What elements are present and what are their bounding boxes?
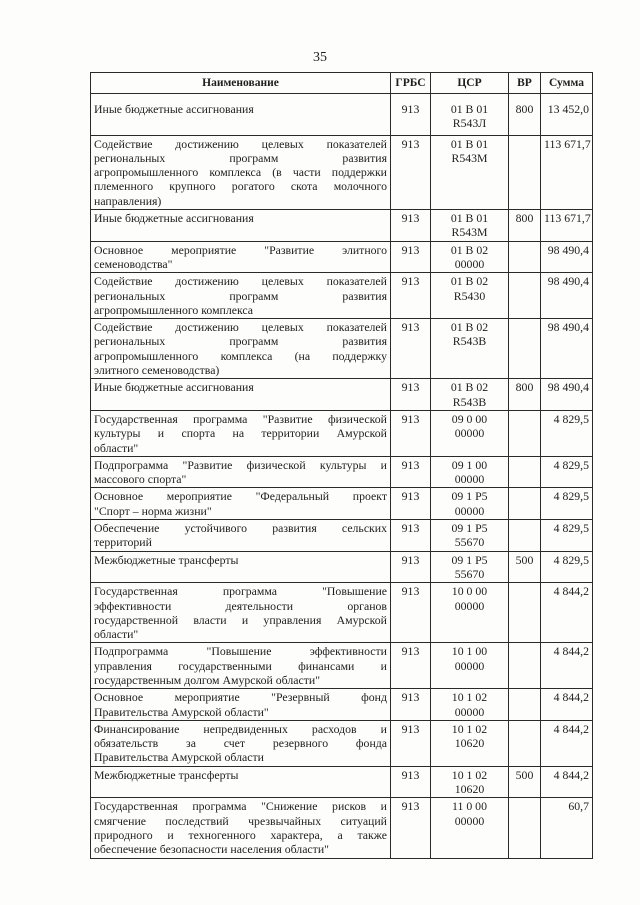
cell-grbs: 913 bbox=[391, 319, 431, 379]
name-line: Подпрограмма "Повышение эффективности bbox=[94, 644, 387, 659]
name-line: эффективности деятельности органов bbox=[94, 598, 387, 613]
csr-line: 09 1 Р5 bbox=[451, 552, 488, 567]
cell-vr bbox=[509, 520, 541, 552]
csr-line: 09 1 Р5 bbox=[451, 521, 488, 536]
cell-sum: 113 671,7 bbox=[541, 210, 593, 242]
csr-line: 10620 bbox=[454, 782, 485, 797]
csr-line: 00000 bbox=[454, 503, 485, 518]
csr-line: 00000 bbox=[454, 472, 485, 487]
table-body bbox=[91, 94, 593, 859]
cell-sum: 60,7 bbox=[541, 798, 593, 858]
cell-sum: 4 844,2 bbox=[541, 583, 593, 643]
table-row bbox=[91, 273, 593, 319]
cell-csr bbox=[431, 410, 509, 456]
cell-sum: 4 844,2 bbox=[541, 766, 593, 798]
cell-vr bbox=[509, 456, 541, 488]
name-line: области" bbox=[94, 627, 139, 642]
name-line: Иные бюджетные ассигнования bbox=[94, 211, 254, 226]
name-line: Межбюджетные трансферты bbox=[94, 767, 239, 782]
cell-sum: 98 490,4 bbox=[541, 379, 593, 411]
csr-line: 01 В 02 bbox=[450, 380, 489, 395]
name-line: Содействие достижению целевых показателей bbox=[94, 274, 387, 289]
cell-vr bbox=[509, 319, 541, 379]
csr-line: 00000 bbox=[454, 813, 485, 828]
cell-csr bbox=[431, 798, 509, 858]
name-line: государственной власти и управления Амурской bbox=[94, 612, 387, 627]
table-row bbox=[91, 798, 593, 858]
csr-line: 09 1 00 bbox=[451, 457, 488, 472]
table-row bbox=[91, 551, 593, 583]
csr-line: 11 0 00 bbox=[452, 799, 487, 814]
cell-sum: 4 829,5 bbox=[541, 551, 593, 583]
name-line: Правительства Амурской области" bbox=[94, 704, 269, 719]
name-line: Финансирование непредвиденных расходов и bbox=[94, 721, 387, 736]
cell-sum: 4 844,2 bbox=[541, 689, 593, 721]
table-row bbox=[91, 766, 593, 798]
cell-name bbox=[91, 720, 391, 766]
cell-csr bbox=[431, 720, 509, 766]
cell-name bbox=[91, 135, 391, 209]
table-row bbox=[91, 135, 593, 209]
cell-name bbox=[91, 273, 391, 319]
csr-line: 10620 bbox=[454, 736, 485, 751]
name-line: "Спорт – норма жизни" bbox=[94, 503, 212, 518]
budget-table bbox=[90, 72, 593, 859]
cell-sum: 4 844,2 bbox=[541, 720, 593, 766]
cell-sum: 98 490,4 bbox=[541, 273, 593, 319]
csr-line: 00000 bbox=[454, 704, 485, 719]
csr-line: R543М bbox=[451, 225, 488, 240]
csr-line: 10 0 00 bbox=[451, 584, 488, 599]
cell-csr bbox=[431, 241, 509, 273]
cell-grbs: 913 bbox=[391, 410, 431, 456]
cell-csr bbox=[431, 583, 509, 643]
name-line: племенного крупного рогатого скота молочного bbox=[94, 179, 387, 194]
name-line: Основное мероприятие "Федеральный проект bbox=[94, 489, 387, 504]
csr-line: 10 1 02 bbox=[451, 767, 488, 782]
name-line: Содействие достижению целевых показателей bbox=[94, 320, 387, 335]
cell-csr bbox=[431, 643, 509, 689]
header-sum: Сумма bbox=[541, 73, 593, 94]
cell-vr bbox=[509, 488, 541, 520]
cell-grbs: 913 bbox=[391, 488, 431, 520]
name-line: Иные бюджетные ассигнования bbox=[94, 380, 254, 395]
csr-line: 01 В 01 bbox=[450, 136, 489, 151]
cell-grbs: 913 bbox=[391, 798, 431, 858]
cell-grbs: 913 bbox=[391, 456, 431, 488]
page-number: 35 bbox=[313, 50, 327, 65]
name-line: агропромышленного комплекса (в части поддержки bbox=[94, 165, 387, 180]
table-row bbox=[91, 94, 593, 136]
header-name: Наименование bbox=[91, 73, 391, 94]
csr-line: R543М bbox=[451, 150, 488, 165]
table-row bbox=[91, 319, 593, 379]
cell-grbs: 913 bbox=[391, 689, 431, 721]
cell-grbs: 913 bbox=[391, 135, 431, 209]
cell-vr bbox=[509, 583, 541, 643]
cell-vr bbox=[509, 643, 541, 689]
cell-grbs: 913 bbox=[391, 520, 431, 552]
csr-line: 01 В 02 bbox=[450, 242, 489, 257]
cell-sum: 113 671,7 bbox=[541, 135, 593, 209]
csr-line: 55670 bbox=[454, 535, 485, 550]
csr-line: R543В bbox=[452, 334, 487, 349]
name-line: территорий bbox=[94, 535, 152, 550]
name-line: Иные бюджетные ассигнования bbox=[94, 102, 254, 116]
cell-grbs: 913 bbox=[391, 379, 431, 411]
cell-name bbox=[91, 689, 391, 721]
cell-sum: 13 452,0 bbox=[541, 94, 593, 136]
cell-name bbox=[91, 379, 391, 411]
name-line: направления) bbox=[94, 193, 162, 208]
cell-vr bbox=[509, 798, 541, 858]
cell-csr bbox=[431, 766, 509, 798]
cell-csr bbox=[431, 551, 509, 583]
name-line: Основное мероприятие "Развитие элитного bbox=[94, 242, 387, 257]
name-line: смягчение последствий чрезвычайных ситуаций bbox=[94, 813, 387, 828]
name-line: агропромышленного комплекса bbox=[94, 302, 254, 317]
table-row bbox=[91, 689, 593, 721]
name-line: Обеспечение устойчивого развития сельских bbox=[94, 521, 387, 536]
cell-sum: 98 490,4 bbox=[541, 319, 593, 379]
name-line: обеспечение безопасности населения области" bbox=[94, 842, 329, 857]
cell-vr bbox=[509, 135, 541, 209]
cell-name bbox=[91, 551, 391, 583]
cell-csr bbox=[431, 520, 509, 552]
cell-sum: 98 490,4 bbox=[541, 241, 593, 273]
csr-line: 09 0 00 bbox=[451, 411, 488, 426]
table-row bbox=[91, 583, 593, 643]
name-line: региональных программ развития bbox=[94, 150, 387, 165]
cell-vr: 800 bbox=[509, 94, 541, 136]
cell-name bbox=[91, 210, 391, 242]
name-line: региональных программ развития bbox=[94, 288, 387, 303]
csr-line: 55670 bbox=[454, 566, 485, 581]
cell-name bbox=[91, 583, 391, 643]
csr-line: 00000 bbox=[454, 598, 485, 613]
cell-name bbox=[91, 410, 391, 456]
csr-line: R543Л bbox=[452, 116, 487, 131]
csr-line: 01 В 01 bbox=[450, 211, 489, 226]
cell-grbs: 913 bbox=[391, 210, 431, 242]
name-line: Государственная программа "Снижение рисков и bbox=[94, 799, 387, 814]
cell-sum: 4 829,5 bbox=[541, 520, 593, 552]
table-row bbox=[91, 379, 593, 411]
name-line: агропромышленного комплекса (на поддержку bbox=[94, 348, 387, 363]
cell-csr bbox=[431, 94, 509, 136]
name-line: культуры и спорта на территории Амурской bbox=[94, 426, 387, 441]
table-header-row bbox=[91, 73, 593, 94]
cell-grbs: 913 bbox=[391, 766, 431, 798]
cell-grbs: 913 bbox=[391, 583, 431, 643]
cell-csr bbox=[431, 488, 509, 520]
table-row bbox=[91, 241, 593, 273]
csr-line: 01 В 01 bbox=[450, 102, 489, 116]
cell-vr: 800 bbox=[509, 210, 541, 242]
csr-line: 00000 bbox=[454, 658, 485, 673]
table-row bbox=[91, 210, 593, 242]
csr-line: 09 1 Р5 bbox=[451, 489, 488, 504]
csr-line: 01 В 02 bbox=[450, 320, 489, 335]
csr-line: 10 1 02 bbox=[451, 721, 488, 736]
cell-name bbox=[91, 643, 391, 689]
table-row bbox=[91, 488, 593, 520]
name-line: семеноводства" bbox=[94, 256, 173, 271]
cell-vr: 500 bbox=[509, 766, 541, 798]
name-line: Государственная программа "Повышение bbox=[94, 584, 387, 599]
name-line: массового спорта" bbox=[94, 472, 187, 487]
table-row bbox=[91, 410, 593, 456]
cell-grbs: 913 bbox=[391, 643, 431, 689]
cell-name bbox=[91, 319, 391, 379]
cell-sum: 4 829,5 bbox=[541, 488, 593, 520]
csr-line: 00000 bbox=[454, 256, 485, 271]
cell-name bbox=[91, 94, 391, 136]
cell-csr bbox=[431, 456, 509, 488]
cell-sum: 4 829,5 bbox=[541, 456, 593, 488]
cell-vr bbox=[509, 241, 541, 273]
cell-vr bbox=[509, 689, 541, 721]
cell-grbs: 913 bbox=[391, 551, 431, 583]
name-line: элитного семеноводства) bbox=[94, 363, 220, 378]
csr-line: 10 1 02 bbox=[451, 690, 488, 705]
name-line: Межбюджетные трансферты bbox=[94, 552, 239, 567]
csr-line: 01 В 02 bbox=[450, 274, 489, 289]
cell-grbs: 913 bbox=[391, 720, 431, 766]
cell-vr bbox=[509, 410, 541, 456]
cell-vr: 500 bbox=[509, 551, 541, 583]
name-line: Содействие достижению целевых показателей bbox=[94, 136, 387, 151]
csr-line: R5430 bbox=[453, 288, 486, 303]
name-line: Правительства Амурской области bbox=[94, 750, 264, 765]
name-line: Подпрограмма "Развитие физической культуры и bbox=[94, 457, 387, 472]
cell-name bbox=[91, 798, 391, 858]
name-line: управления государственными финансами и bbox=[94, 658, 387, 673]
cell-name bbox=[91, 456, 391, 488]
header-vr: ВР bbox=[509, 73, 541, 94]
table-row bbox=[91, 720, 593, 766]
name-line: природного и техногенного характера, а также bbox=[94, 827, 387, 842]
cell-grbs: 913 bbox=[391, 94, 431, 136]
cell-name bbox=[91, 766, 391, 798]
csr-line: 00000 bbox=[454, 426, 485, 441]
name-line: государственным долгом Амурской области" bbox=[94, 672, 321, 687]
csr-line: R543В bbox=[452, 394, 487, 409]
cell-csr bbox=[431, 273, 509, 319]
header-grbs: ГРБС bbox=[391, 73, 431, 94]
cell-grbs: 913 bbox=[391, 241, 431, 273]
name-line: региональных программ развития bbox=[94, 334, 387, 349]
name-line: обязательств за счет резервного фонда bbox=[94, 736, 387, 751]
cell-sum: 4 829,5 bbox=[541, 410, 593, 456]
name-line: Основное мероприятие "Резервный фонд bbox=[94, 690, 387, 705]
name-line: Государственная программа "Развитие физической bbox=[94, 411, 387, 426]
cell-vr bbox=[509, 720, 541, 766]
table-row bbox=[91, 456, 593, 488]
cell-csr bbox=[431, 135, 509, 209]
cell-vr: 800 bbox=[509, 379, 541, 411]
name-line: области" bbox=[94, 440, 139, 455]
cell-csr bbox=[431, 379, 509, 411]
cell-sum: 4 844,2 bbox=[541, 643, 593, 689]
csr-line: 10 1 00 bbox=[451, 644, 488, 659]
cell-name bbox=[91, 520, 391, 552]
table-row bbox=[91, 520, 593, 552]
header-csr: ЦСР bbox=[431, 73, 509, 94]
cell-grbs: 913 bbox=[391, 273, 431, 319]
cell-csr bbox=[431, 689, 509, 721]
cell-name bbox=[91, 241, 391, 273]
table-row bbox=[91, 643, 593, 689]
cell-csr bbox=[431, 210, 509, 242]
cell-vr bbox=[509, 273, 541, 319]
cell-name bbox=[91, 488, 391, 520]
cell-csr bbox=[431, 319, 509, 379]
